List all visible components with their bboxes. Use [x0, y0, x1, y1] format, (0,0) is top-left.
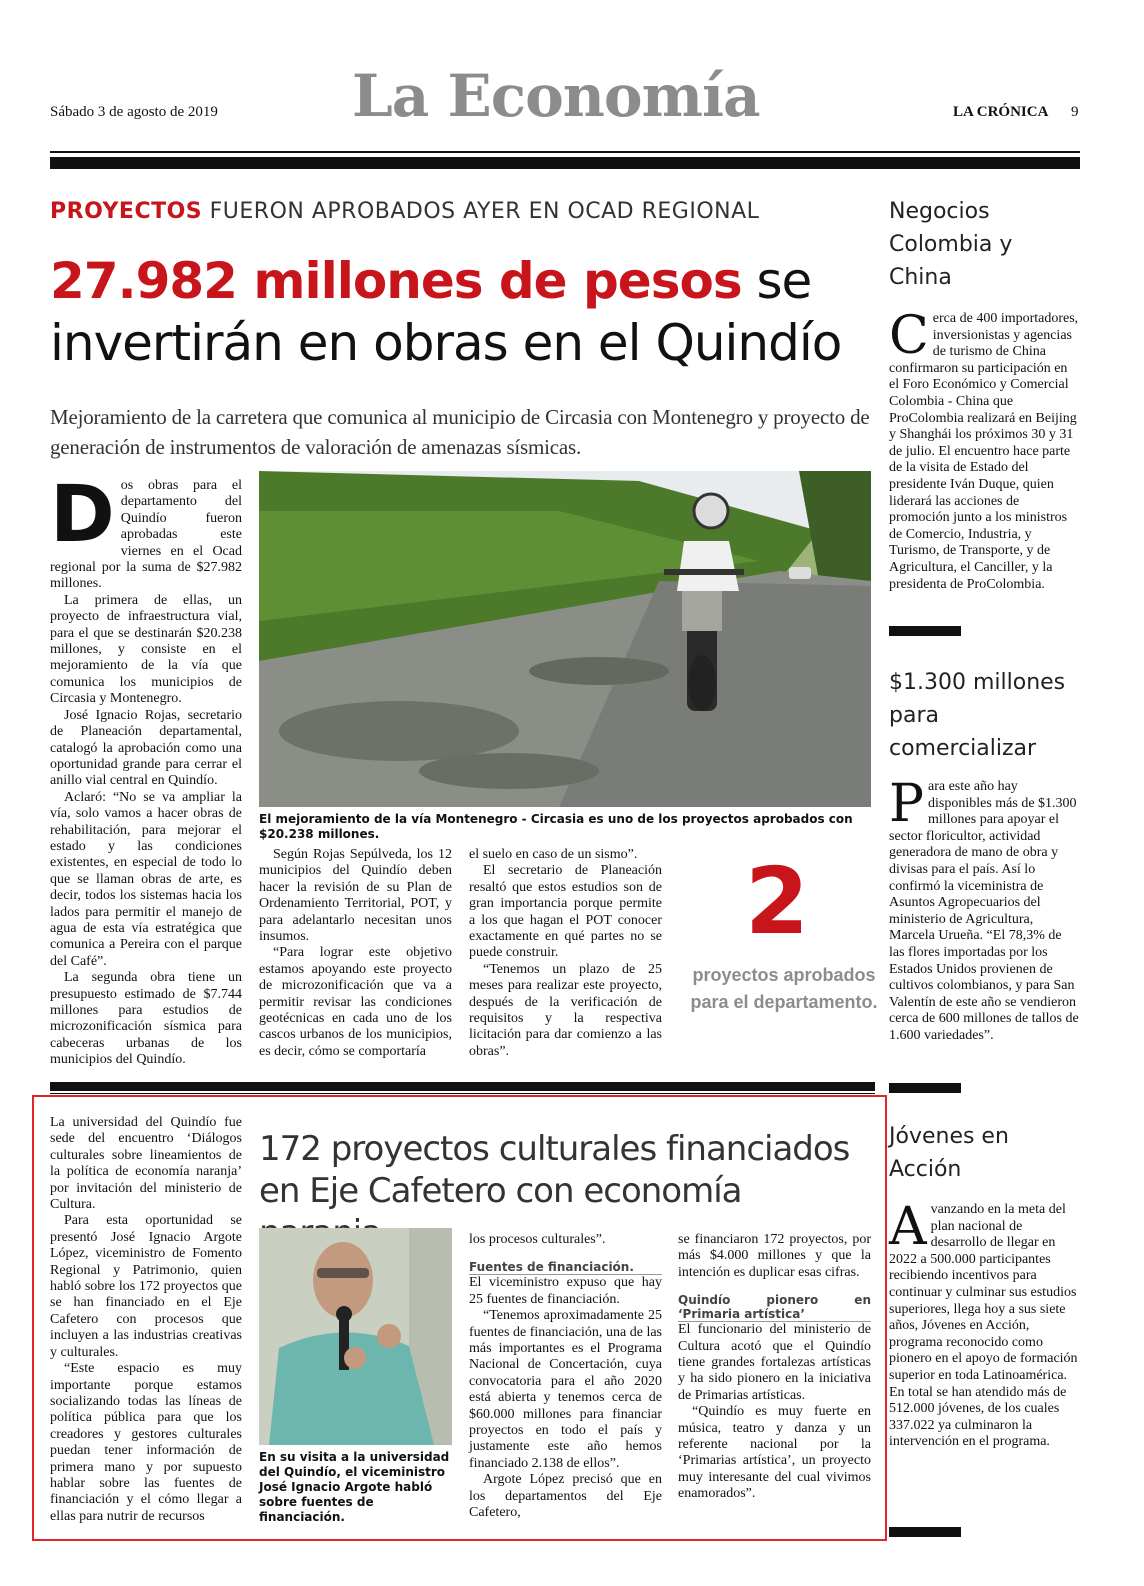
paragraph: La segunda obra tiene un presupuesto estimado de $7.744 millones para estudios de microzonificación sísmica para cabeceras urbanas de los municipios del Quindío.: [50, 970, 242, 1068]
paragraph: Para esta oportunidad se presentó José Ignacio Argote López, viceministro de Fomento Regional y Patrimonio, quien habló sobre los 172 proyectos que se han financiado en el Eje Cafetero con procesos que incluyen a las industrias creativas y culturales.: [50, 1213, 242, 1360]
subheading: Fuentes de financiación.: [469, 1260, 662, 1275]
header-rule-thick: [50, 157, 1080, 169]
dropcap: P: [889, 774, 924, 834]
kicker-text: FUERON APROBADOS AYER EN OCAD REGIONAL: [209, 199, 760, 224]
paragraph: El funcionario del ministerio de Cultura acotó que el Quindío tiene grandes fortalezas artísticas y ha sido pionero en la iniciativa de Primarias artísticas.: [678, 1322, 871, 1403]
paragraph: los procesos culturales”.: [469, 1232, 606, 1247]
second-headline: 172 proyectos culturales financiados en Eje Cafetero con economía: [259, 1129, 850, 1211]
paragraph: “Tenemos aproximadamente 25 fuentes de financiación, una de las más importantes es el Programa Nacional de Concertación, cuya convocatoria para el año 2020 está abierta y tenemos cerca de $60.000 millones para financiar proyectos en todo el país y justamente este año hemos financiado 2.138 de ellos”.: [469, 1308, 662, 1471]
paragraph: Argote López precisó que en los departamentos del Eje Cafetero,: [469, 1472, 662, 1521]
page-number: 9: [1071, 104, 1079, 120]
viceminister-photo: [259, 1228, 452, 1445]
paragraph: Según Rojas Sepúlveda, los 12 municipios del Quindío deben hacer la revisión de su Plan de Ordenamiento Territorial, POT, y para adelantarlo necesitan unos insumos.: [259, 847, 452, 945]
sidebar-story: [889, 306, 1079, 593]
road-motorcycle-photo: [259, 471, 871, 807]
second-column-2: [469, 1232, 662, 1522]
paragraph: José Ignacio Rojas, secretario de Planeación departamental, catalogó la aprobación como una oportunidad grande para cerrar el anillo vial central en Quindío.: [50, 707, 242, 789]
subheading: Quindío pionero en ‘Primaria artística’: [678, 1293, 871, 1322]
sidebar-title: $1.300 millones para comercializar: [889, 670, 1066, 761]
paragraph: “Quindío es muy fuerte en música, teatro y danza y un referente nacional por la ‘Primarias artística’, un proyecto muy interesante del cual vivimos enamorados”.: [678, 1404, 871, 1502]
highlight-number: 2: [745, 848, 810, 955]
lead-kicker: [50, 199, 759, 224]
newspaper-name: LA CRÓNICA: [953, 104, 1049, 120]
paragraph: Aclaró: “No se va ampliar la vía, solo vamos a hacer obras de rehabilitación, para mejorar el estado y las condiciones existentes, en especial de todo lo que se llaman obras de arte, es decir, todos los sistemas hacia los lados para permitir el manejo de agua de esta vía estratégica que comunica a Pereira con el parque del Café”.: [50, 789, 242, 969]
paragraph: La universidad del Quindío fue sede del encuentro ‘Diálogos culturales sobre lineamientos de la política de economía naranja’ por invitación del ministerio de Cultura.: [50, 1115, 242, 1213]
sidebar-body: erca de 400 importadores, inversionistas y agencias de turismo de China confirmaron su participación en el Foro Económico y Comercial Colombia - China que ProColombia realizará en Beijing y Shanghái los próximos 30 y 31 de julio. El encuentro hace parte de la visita de Estado del presidente Iván Duque, quien liderará las acciones de promoción junto a los ministros de Comercio, Industria, y Turismo, de Transporte, y de Agricultura, el Canciller, y la presidenta de ProColombia.: [889, 311, 1079, 592]
second-column-1: [50, 1115, 242, 1525]
paragraph: “Tenemos un plazo de 25 meses para realizar este proyecto, después de la verificación de requisitos y la respectiva licitación para dar comienzo a las obras”.: [469, 961, 662, 1059]
paragraph: La primera de ellas, un proyecto de infraestructura vial, para el que se destinarán $20.238 millones, y consiste en el mejoramiento de la vía que comunica los municipios de Circasia y Montenegro.: [50, 592, 242, 707]
lead-headline: [50, 250, 870, 374]
dropcap: D: [50, 470, 115, 560]
dropcap: A: [889, 1197, 927, 1257]
lead-deck: Mejoramiento de la carretera que comunica al municipio de Circasia con Montenegro y proyecto de generación de instrumentos de valoración de amenazas sísmicas.: [50, 405, 870, 459]
sidebar-title: Jóvenes en Acción: [889, 1124, 1009, 1182]
photo-illustration: [259, 1228, 452, 1445]
headline-rest: se invertirán en obras en el Quindío: [50, 252, 842, 372]
paragraph: El viceministro expuso que hay 25 fuentes de financiación.: [469, 1275, 662, 1307]
headline-highlight: 27.982 millones de pesos: [50, 252, 742, 310]
paragraph: El secretario de Planeación resaltó que estos estudios son de gran importancia porque permite a los que hagan el POT conocer exactamente en qué partes no se puede construir.: [469, 863, 662, 961]
highlight-number-label: proyectos aprobados para el departamento.: [690, 965, 878, 1012]
second-column-3: [678, 1232, 871, 1503]
photo-illustration: [259, 471, 871, 807]
lead-column-1: [50, 470, 242, 1069]
sidebar-rule: [889, 1083, 961, 1093]
sidebar-rule: [889, 1527, 961, 1537]
photo-caption: El mejoramiento de la vía Montenegro - Circasia es uno de los proyectos aprobados con $20.238 millones.: [259, 812, 853, 841]
section-rule-thin: [50, 1093, 875, 1094]
sidebar-body: ara este año hay disponibles más de $1.300 millones para apoyar el sector floricultor, actividad generadora de mano de obra y divisas para el país. Así lo confirmó la viceministra de Asuntos Agropecuarios del ministerio de Agricultura, Marcela Urueña. “El 78,3% de las flores importadas por los Estados Unidos provienen de cultivos colombianos, y para San Valentín de este año se vendieron cerca de 600 millones de tallos de 1.600 variedades”.: [889, 779, 1079, 1043]
sidebar-rule: [889, 626, 961, 636]
section-rule-thick: [50, 1082, 875, 1091]
dropcap: C: [889, 306, 929, 366]
paragraph: “Para lograr este objetivo estamos apoyando este proyecto de microzonificación que va a permitir revisar las condiciones geotécnicas en cada uno de los cascos urbanos de los municipios, es decir, cómo se comportaría: [259, 945, 452, 1059]
header-rule-thin: [50, 151, 1080, 153]
sidebar-body: vanzando en la meta del plan nacional de desarrollo de llegar en 2022 a 500.000 participantes recibiendo incentivos para continuar y culminar sus estudios superiores, llega hoy a sus siete años, Jóvenes en Acción, programa reconocido como pionero en el apoyo de formación superior en toda Latinoamérica. En total se han atendido más de 512.000 jóvenes, de los cuales 337.022 ya culminaron la intervención en el programa.: [889, 1202, 1078, 1450]
paragraph: “Este espacio es muy importante porque estamos socializando todas las líneas de política pública para que los creadores y gestores culturales puedan tener información de primera mano y por supuesto hablar sobre las fuentes de financiación y el cómo llegar a ellas para nutrir de recursos: [50, 1361, 242, 1524]
issue-date: Sábado 3 de agosto de 2019: [50, 104, 218, 120]
sidebar-title: Negocios Colombia y China: [889, 199, 1013, 290]
section-title: La Economía: [352, 62, 760, 130]
sidebar-story: [889, 774, 1079, 1045]
paragraph: os obras para el departamento del Quindío fueron aprobadas este viernes en el Ocad regional por la suma de $27.982 millones.: [50, 478, 242, 592]
kicker-label: PROYECTOS: [50, 199, 203, 224]
photo-caption: En su visita a la universidad del Quindío, el viceministro José Ignacio Argote habló sobre fuentes de financiación.: [259, 1450, 450, 1524]
paragraph: el suelo en caso de un sismo”.: [469, 847, 638, 862]
paragraph: se financiaron 172 proyectos, por más $4.000 millones y que la intención es duplicar esas cifras.: [678, 1232, 871, 1280]
lead-column-2: [259, 847, 452, 1060]
sidebar-story: [889, 1197, 1079, 1451]
lead-column-3: [469, 847, 662, 1060]
